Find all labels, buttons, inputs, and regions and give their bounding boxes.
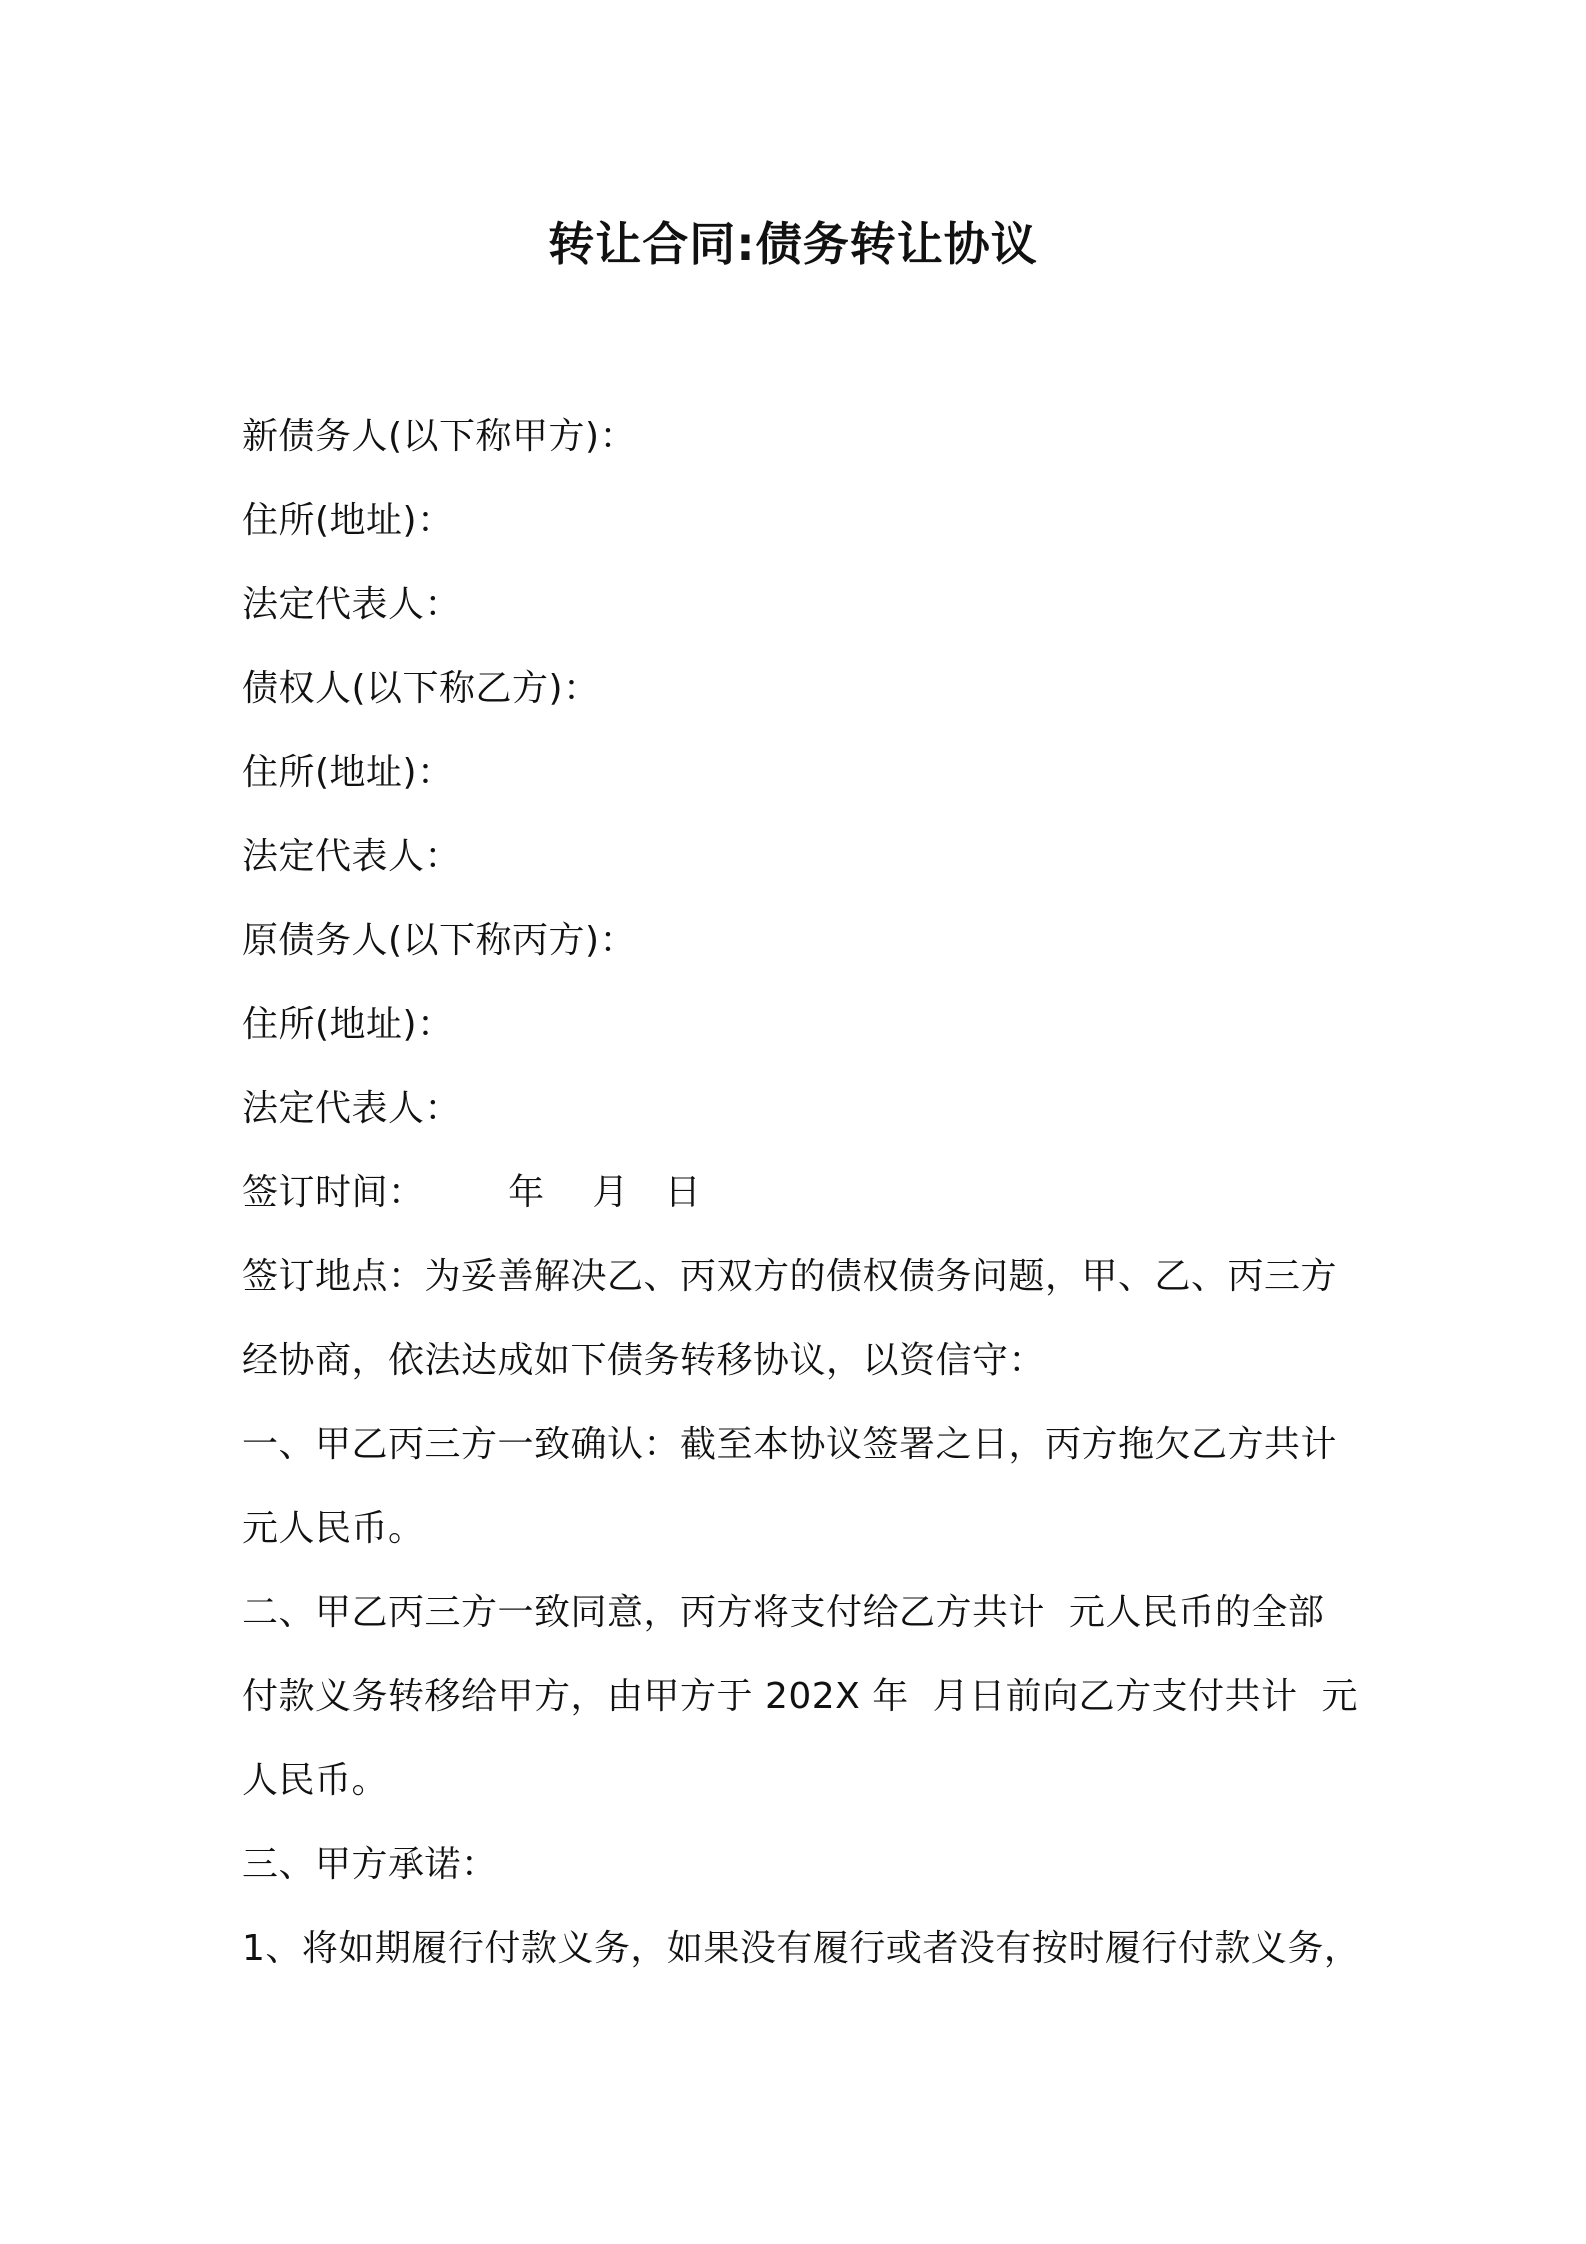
party-a-label: 新债务人(以下称甲方)： [242, 416, 637, 457]
paragraph-line: 经协商，依法达成如下债务转移协议，以资信守： [242, 1340, 1046, 1381]
clause-2-line: 二、甲乙丙三方一致同意，丙方将支付给乙方共计 元人民币的全部 [242, 1592, 1325, 1633]
party-c-address-label: 住所(地址)： [242, 1004, 454, 1045]
party-a-representative-label: 法定代表人： [242, 584, 462, 625]
signing-date-line: 签订时间： 年 月 日 [242, 1172, 702, 1213]
clause-3-item-1: 1、将如期履行付款义务，如果没有履行或者没有按时履行付款义务， [242, 1928, 1361, 1969]
clause-2-line: 付款义务转移给甲方，由甲方于 202X 年 月日前向乙方支付共计 元 [242, 1676, 1359, 1717]
party-b-representative-label: 法定代表人： [242, 836, 462, 877]
clause-3-heading: 三、甲方承诺： [242, 1844, 498, 1885]
party-c-label: 原债务人(以下称丙方)： [242, 920, 637, 961]
document-title: 转让合同:债务转让协议 [548, 217, 1038, 271]
clause-1-line: 元人民币。 [242, 1508, 425, 1549]
clause-2-line: 人民币。 [242, 1760, 389, 1801]
party-a-address-label: 住所(地址)： [242, 500, 454, 541]
clause-1-line: 一、甲乙丙三方一致确认：截至本协议签署之日，丙方拖欠乙方共计 [242, 1424, 1338, 1465]
signing-place-line: 签订地点：为妥善解决乙、丙双方的债权债务问题，甲、乙、丙三方 [242, 1256, 1338, 1297]
party-c-representative-label: 法定代表人： [242, 1088, 462, 1129]
party-b-address-label: 住所(地址)： [242, 752, 454, 793]
party-b-label: 债权人(以下称乙方)： [242, 668, 600, 709]
